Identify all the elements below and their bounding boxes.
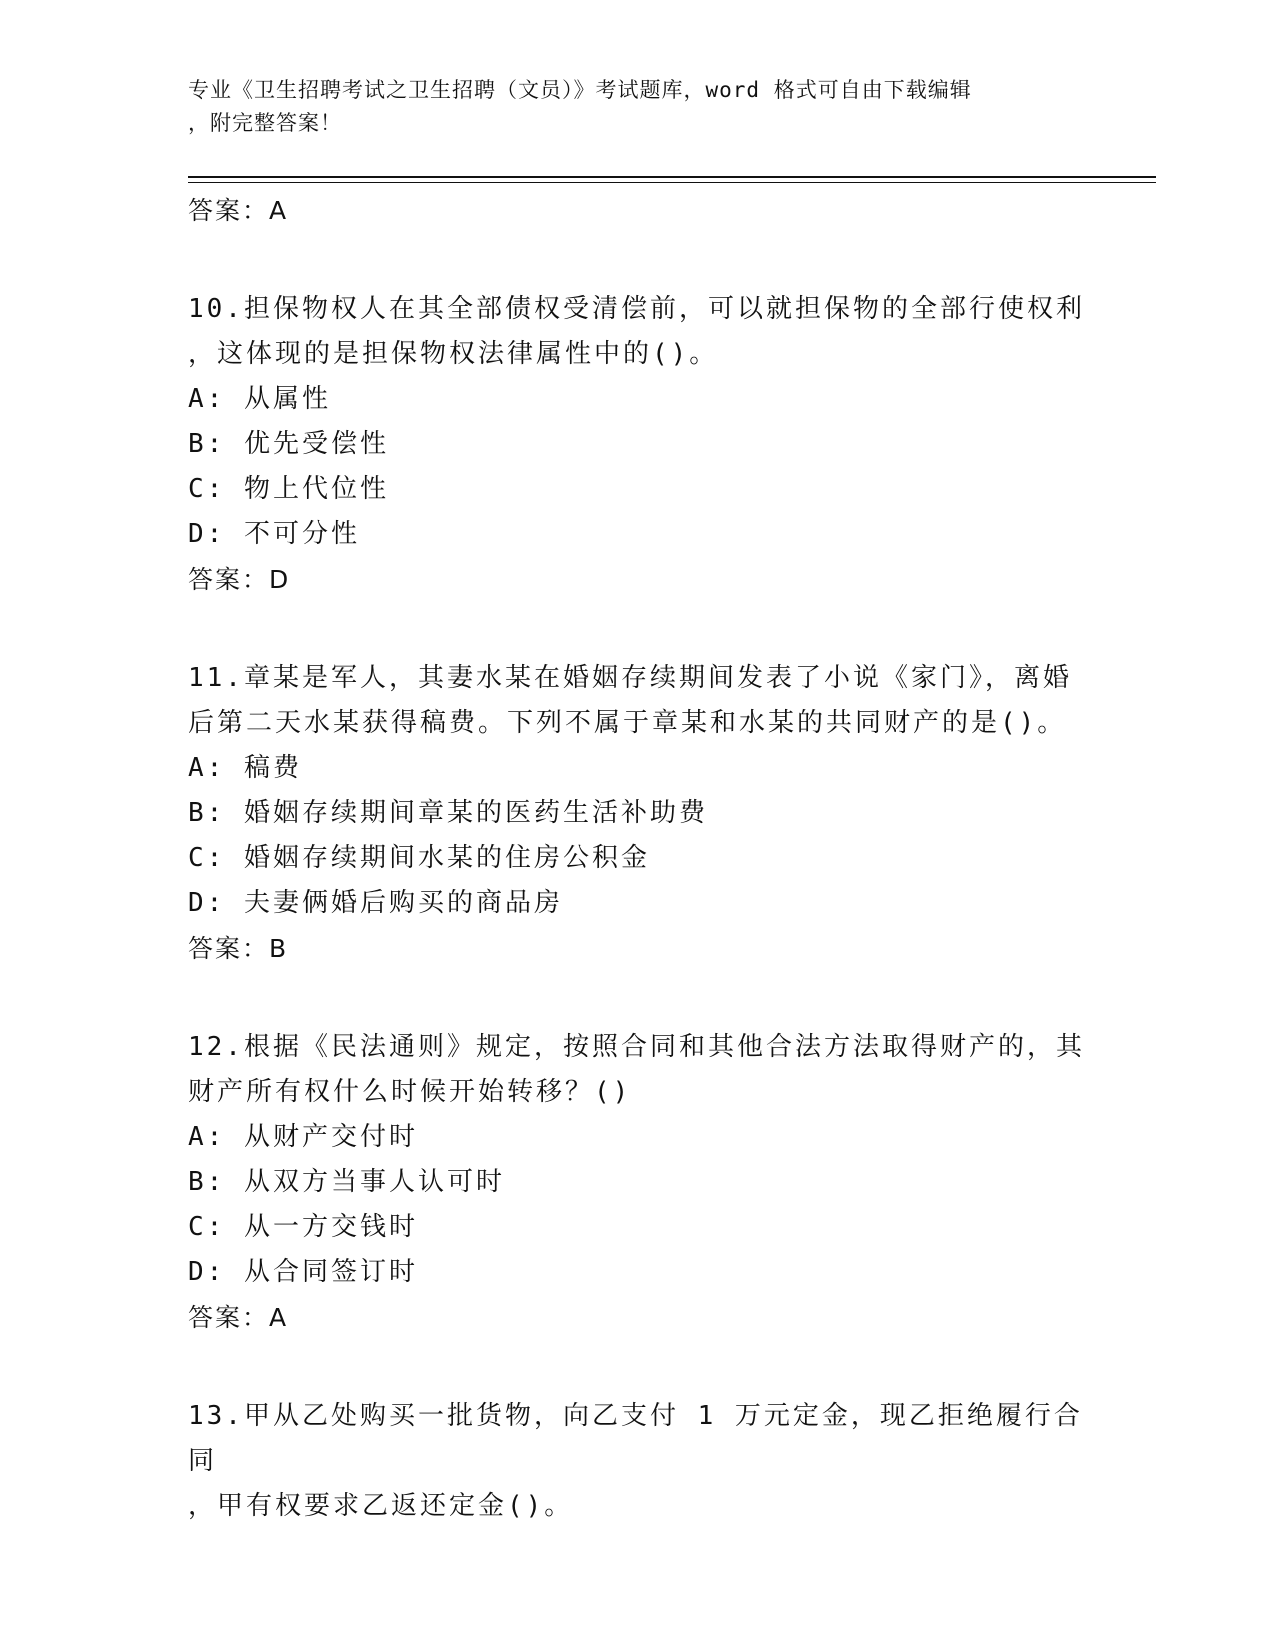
question-line: ，这体现的是担保物权法律属性中的()。 <box>188 339 719 369</box>
question-text <box>188 1025 1088 1115</box>
option-a: A: 从属性 <box>188 384 331 414</box>
question-list <box>188 188 1088 1529</box>
header-line-1: 专业《卫生招聘考试之卫生招聘（文员）》考试题库，word 格式可自由下载编辑 <box>188 78 972 102</box>
question-item <box>188 656 1088 971</box>
question-item <box>188 1025 1088 1340</box>
option-a: A: 从财产交付时 <box>188 1122 418 1152</box>
header-divider-thick <box>188 176 1156 178</box>
question-item <box>188 1394 1088 1529</box>
option-d: D: 从合同签订时 <box>188 1257 418 1287</box>
answer-label: 答案：A <box>188 1303 289 1332</box>
question-line: 后第二天水某获得稿费。下列不属于章某和水某的共同财产的是()。 <box>188 708 1067 738</box>
question-line: 10.担保物权人在其全部债权受清偿前，可以就担保物的全部行使权利 <box>188 294 1085 324</box>
question-line: 13.甲从乙处购买一批货物，向乙支付 1 万元定金，现乙拒绝履行合同 <box>188 1401 1083 1476</box>
answer-label: 答案：B <box>188 934 289 963</box>
question-text <box>188 1394 1088 1529</box>
answer-label: 答案：A <box>188 196 289 225</box>
question-line: 财产所有权什么时候开始转移？() <box>188 1077 632 1107</box>
option-c: C: 从一方交钱时 <box>188 1212 418 1242</box>
option-d: D: 夫妻俩婚后购买的商品房 <box>188 888 563 918</box>
option-a: A: 稿费 <box>188 753 302 783</box>
option-c: C: 物上代位性 <box>188 474 389 504</box>
question-item <box>188 287 1088 602</box>
question-line: 11.章某是军人，其妻水某在婚姻存续期间发表了小说《家门》，离婚 <box>188 663 1072 693</box>
header-divider-thin <box>188 182 1156 183</box>
option-b: B: 优先受偿性 <box>188 429 389 459</box>
header-line-2: ，附完整答案！ <box>188 111 342 135</box>
document-header <box>188 74 1068 140</box>
question-text <box>188 656 1088 746</box>
option-b: B: 从双方当事人认可时 <box>188 1167 505 1197</box>
option-c: C: 婚姻存续期间水某的住房公积金 <box>188 843 650 873</box>
question-text <box>188 287 1088 377</box>
question-line: ，甲有权要求乙返还定金()。 <box>188 1491 574 1521</box>
answer-label: 答案：D <box>188 565 291 594</box>
option-d: D: 不可分性 <box>188 519 360 549</box>
question-line: 12.根据《民法通则》规定，按照合同和其他合法方法取得财产的，其 <box>188 1032 1085 1062</box>
option-b: B: 婚姻存续期间章某的医药生活补助费 <box>188 798 708 828</box>
